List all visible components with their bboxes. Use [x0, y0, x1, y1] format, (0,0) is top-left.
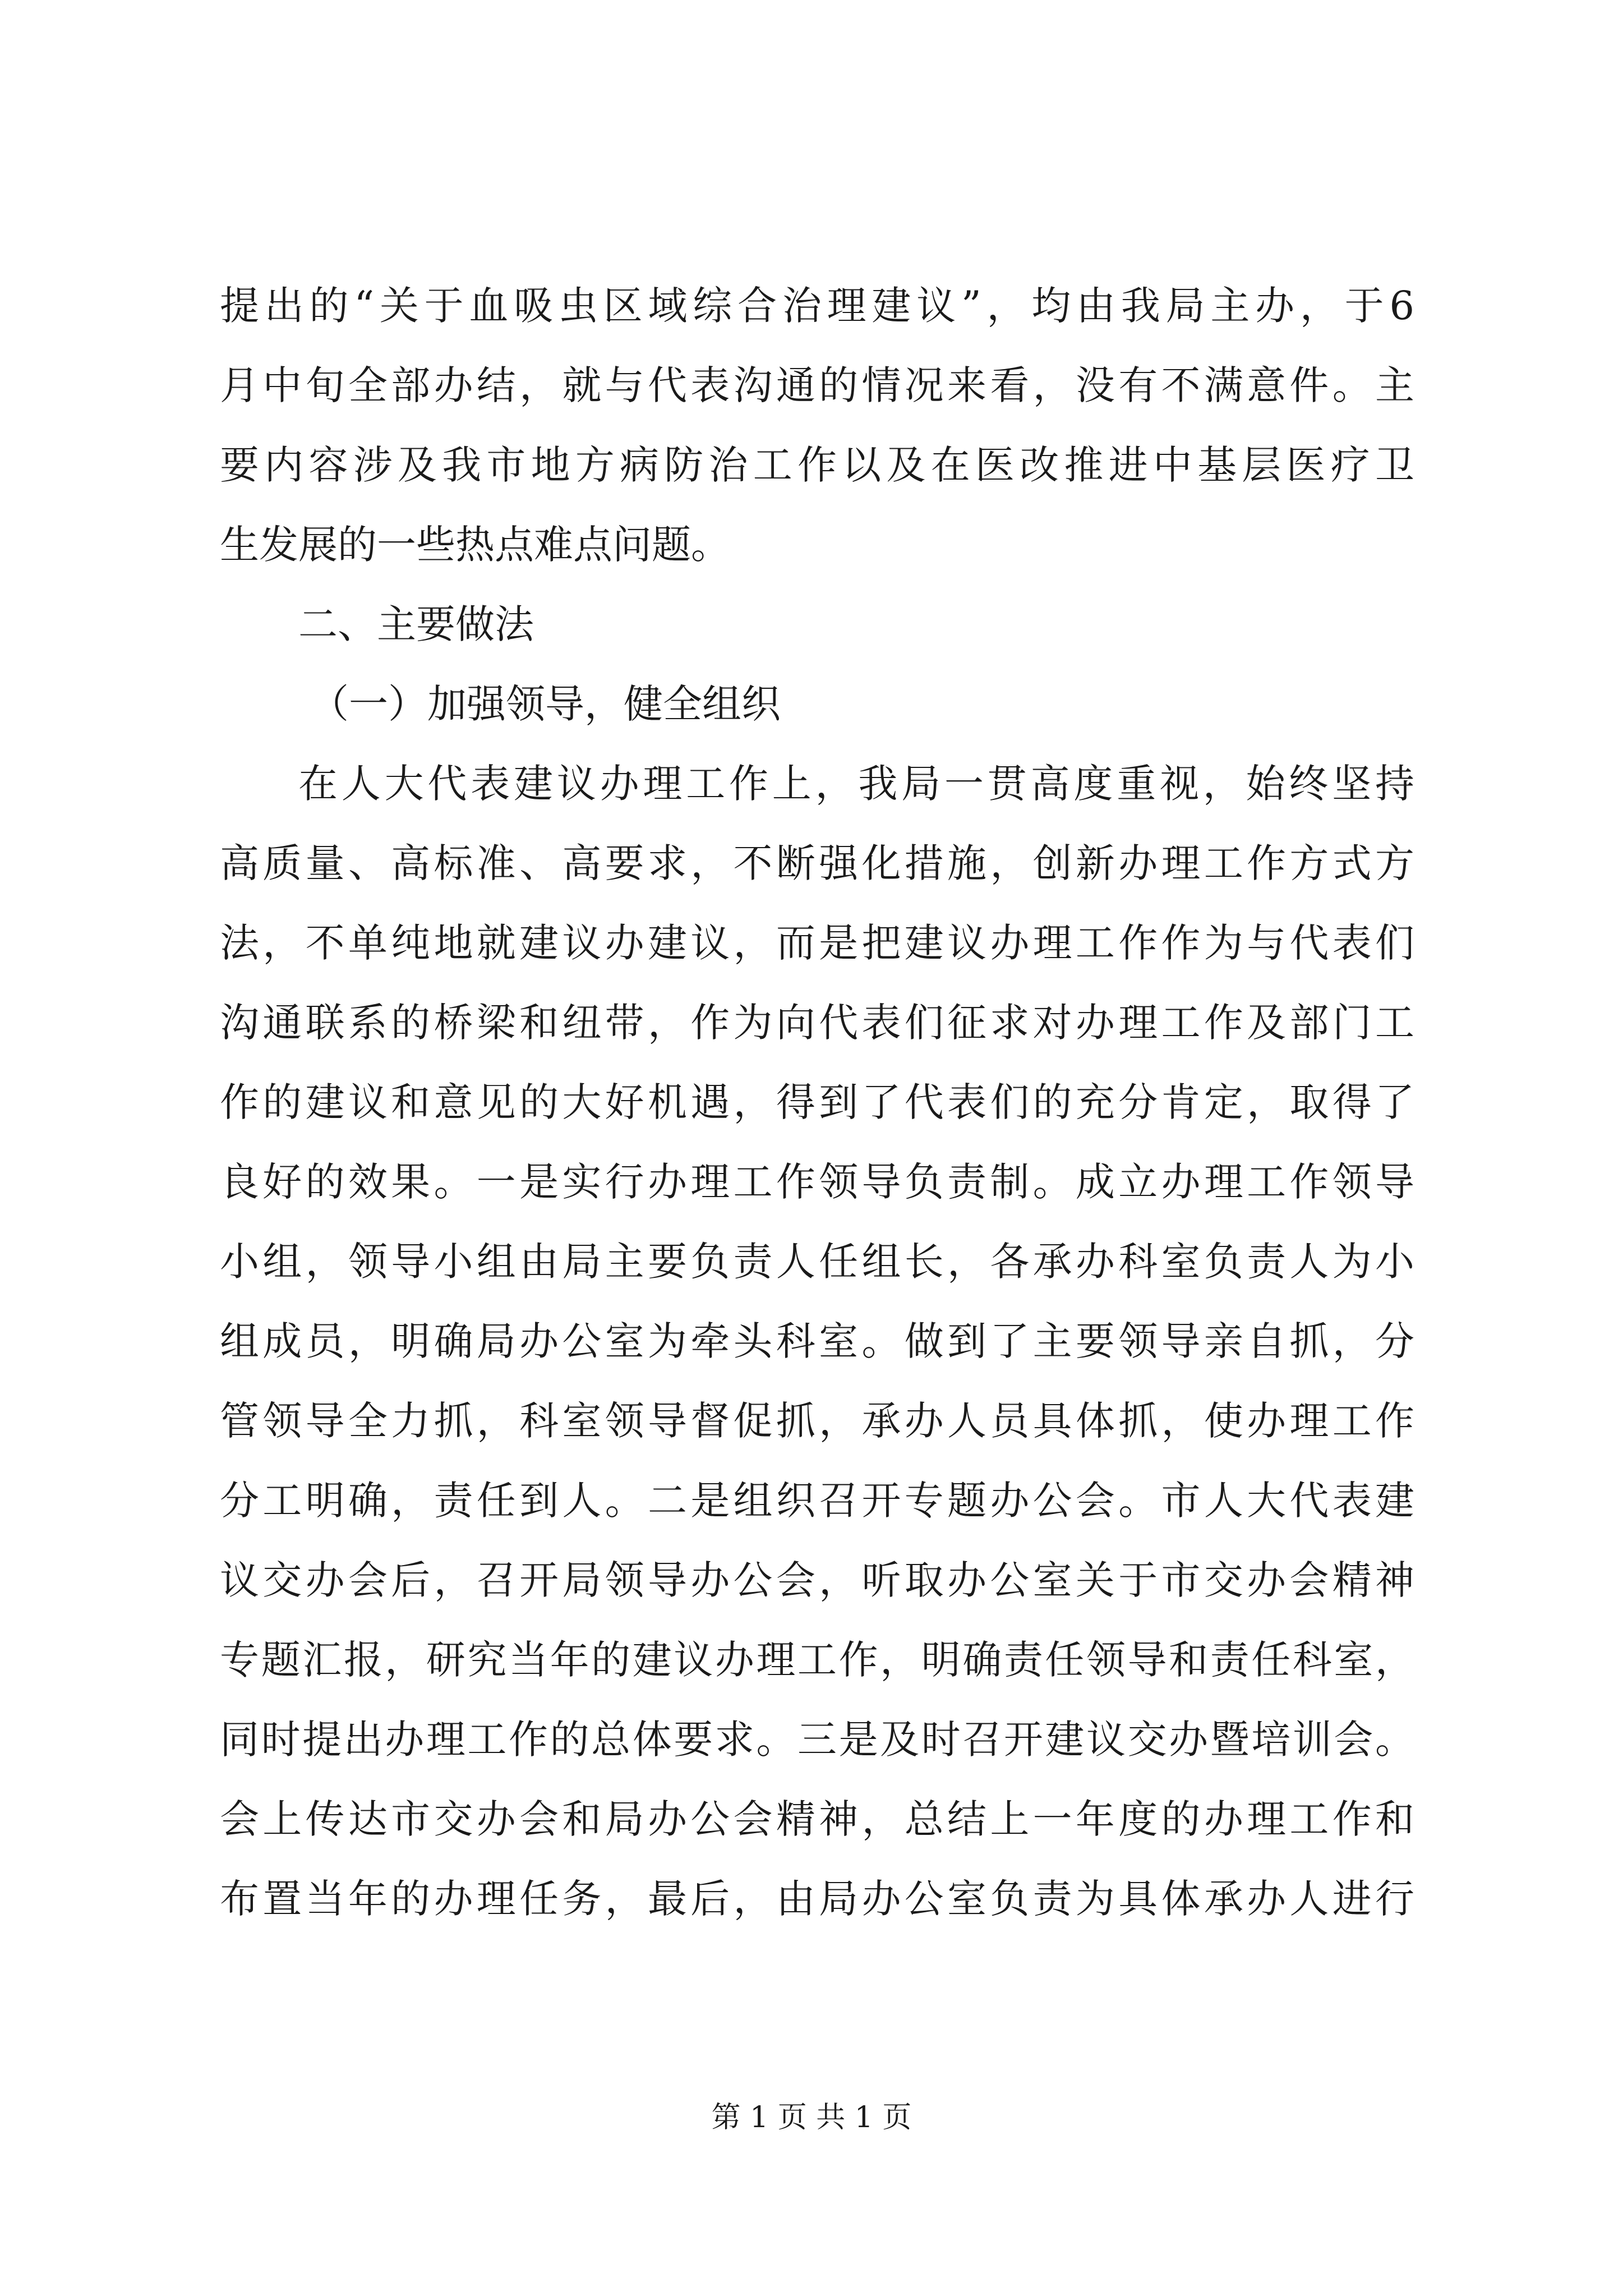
- paragraph-line: 同时提出办理工作的总体要求。三是及时召开建议交办暨培训会。: [220, 1717, 1414, 1763]
- page-footer: 第 1 页 共 1 页: [711, 2101, 912, 2134]
- section-heading: 二、主要做法: [298, 601, 534, 647]
- paragraph-line: 良好的效果。一是实行办理工作领导负责制。成立办理工作领导: [220, 1159, 1414, 1205]
- paragraph-line: 专题汇报，研究当年的建议办理工作，明确责任领导和责任科室，: [220, 1637, 1414, 1683]
- paragraph-line: 沟通联系的桥梁和纽带，作为向代表们征求对办理工作及部门工: [220, 1000, 1414, 1046]
- paragraph-line: 布置当年的办理任务，最后，由局办公室负责为具体承办人进行: [220, 1876, 1414, 1922]
- paragraph-line: 议交办会后，召开局领导办公会，听取办公室关于市交办会精神: [220, 1557, 1414, 1603]
- paragraph-line: 提出的“关于血吸虫区域综合治理建议”，均由我局主办，于6: [220, 283, 1414, 329]
- paragraph-line: 生发展的一些热点难点问题。: [220, 522, 730, 568]
- paragraph-line: 要内容涉及我市地方病防治工作以及在医改推进中基层医疗卫: [220, 442, 1414, 488]
- document-body: [220, 266, 1414, 1939]
- paragraph-line: 高质量、高标准、高要求，不断强化措施，创新办理工作方式方: [220, 840, 1414, 886]
- paragraph-line: 小组，领导小组由局主要负责人任组长，各承办科室负责人为小: [220, 1239, 1414, 1285]
- paragraph-line: 作的建议和意见的大好机遇，得到了代表们的充分肯定，取得了: [220, 1079, 1414, 1125]
- paragraph-line: 分工明确，责任到人。二是组织召开专题办公会。市人大代表建: [220, 1478, 1414, 1524]
- paragraph-line: 管领导全力抓，科室领导督促抓，承办人员具体抓，使办理工作: [220, 1398, 1414, 1444]
- subsection-heading: （一）加强领导，健全组织: [310, 681, 781, 727]
- paragraph-line: 在人大代表建议办理工作上，我局一贯高度重视，始终坚持: [298, 761, 1414, 807]
- paragraph-line: 法，不单纯地就建议办建议，而是把建议办理工作作为与代表们: [220, 920, 1414, 966]
- paragraph-line: 组成员，明确局办公室为牵头科室。做到了主要领导亲自抓，分: [220, 1318, 1414, 1364]
- paragraph-line: 月中旬全部办结，就与代表沟通的情况来看，没有不满意件。主: [220, 362, 1414, 408]
- paragraph-line: 会上传达市交办会和局办公会精神，总结上一年度的办理工作和: [220, 1796, 1414, 1842]
